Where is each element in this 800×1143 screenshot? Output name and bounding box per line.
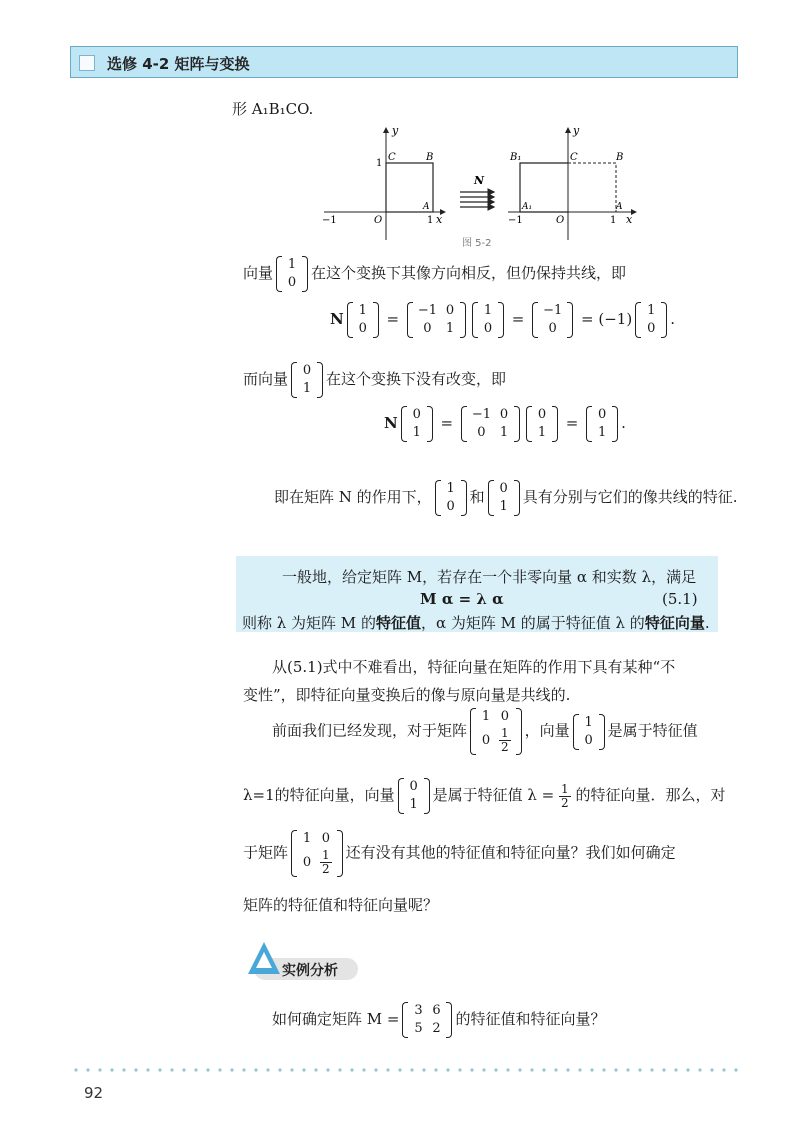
transform-arrow-label: N (474, 174, 485, 187)
left-point-B: B (426, 152, 434, 163)
chapter-title: 选修 4-2 矩阵与变换 (107, 55, 250, 73)
right-one-label: 1 (610, 215, 617, 226)
example-analysis-badge (244, 940, 362, 982)
paragraph-question-line-2: 矩阵的特征值和特征向量呢？ (243, 896, 439, 914)
right-point-B: B (616, 152, 624, 163)
right-point-A1: A₁ (522, 202, 533, 212)
equation-N-times-e1: N 1 0 = −1 0 0 1 1 0 = −1 0 = (−1) 1 0 . (330, 303, 675, 336)
right-dashed-original-square (568, 163, 616, 212)
paragraph-invariance-line-2: 变性”，即特征向量变换后的像与原向量是共线的. (243, 686, 571, 704)
definition-line-1: 一般地，给定矩阵 M，若存在一个非零向量 α 和实数 λ，满足 (282, 568, 697, 586)
right-point-A: A (616, 202, 623, 212)
left-point-A: A (423, 202, 430, 212)
right-y-label: y (573, 124, 580, 137)
right-point-C: C (570, 152, 578, 163)
paragraph-question: 于矩阵 1 0 0 $\frac{1}{2}$ 还有没有其他的特征值和特征向量？我们如何确定 (243, 831, 676, 876)
left-one-x-label: 1 (427, 215, 434, 226)
figure-5-2 (310, 122, 650, 256)
p1-pre-text: 向量 (243, 264, 274, 282)
paragraph-invariance-line-1: 从(5.1)式中不难看出，特征向量在矩阵的作用下具有某种“不 (272, 658, 676, 676)
definition-line-3: 则称 λ 为矩阵 M 的特征值，α 为矩阵 M 的属于特征值 λ 的特征向量. (242, 614, 710, 632)
paragraph-unchanged-vector: 而向量 0 1 在这个变换下没有改变，即 (243, 363, 507, 396)
chapter-header (70, 46, 738, 78)
matrix-M: 3 6 5 2 (402, 1002, 452, 1038)
paragraph-eigenvalue-half: λ=1的特征向量，向量 0 1 是属于特征值 λ = $\frac{1}{2}$ 的特征向量．那么，对 (243, 779, 726, 812)
matrix-1-0-0-half: 1 0 0 $\frac{1}{2}$ (470, 708, 522, 755)
p1-post-text: 在这个变换下其像方向相反，但仍保持共线，即 (311, 264, 627, 282)
paragraph-earlier-discovery: 前面我们已经发现，对于矩阵 1 0 0 $\frac{1}{2}$ ，向量 1 0 是属于特征值 (272, 709, 698, 754)
figure-intro-text: 形 A₁B₁CO. (232, 100, 314, 118)
page-number: 92 (84, 1084, 104, 1102)
transformation-diagram (310, 122, 650, 252)
paragraph-opposite-direction (243, 256, 626, 292)
term-eigenvalue: 特征值 (375, 614, 421, 632)
header-square-icon (79, 55, 95, 71)
example-question: 如何确定矩阵 M = 3 6 5 2 的特征值和特征向量？ (272, 1003, 606, 1036)
right-origin-label: O (556, 215, 565, 226)
term-eigenvector: 特征向量 (644, 614, 705, 632)
right-point-B1: B₁ (510, 152, 522, 163)
definition-formula: M α = λ α (420, 590, 504, 608)
figure-caption: 图 5-2 (462, 238, 492, 249)
left-point-C: C (388, 152, 396, 163)
paragraph-collinear-feature: 即在矩阵 N 的作用下， 1 0 和 0 1 具有分别与它们的像共线的特征. (274, 481, 738, 514)
equation-N-times-e2: N 0 1 = −1 0 0 1 0 1 = 0 1 . (384, 407, 626, 440)
right-neg-one-label: −1 (508, 215, 523, 226)
definition-formula-tag: (5.1) (662, 590, 698, 608)
left-origin-label: O (374, 215, 383, 226)
left-one-y-label: 1 (376, 158, 383, 169)
left-x-label: x (436, 213, 443, 226)
left-neg-one-label: −1 (322, 215, 337, 226)
footer-dotted-rule (70, 1068, 738, 1072)
vector-1-0: 1 0 (276, 256, 308, 292)
right-x-label: x (626, 213, 633, 226)
left-y-label: y (392, 124, 399, 137)
example-badge-label: 实例分析 (282, 963, 338, 979)
